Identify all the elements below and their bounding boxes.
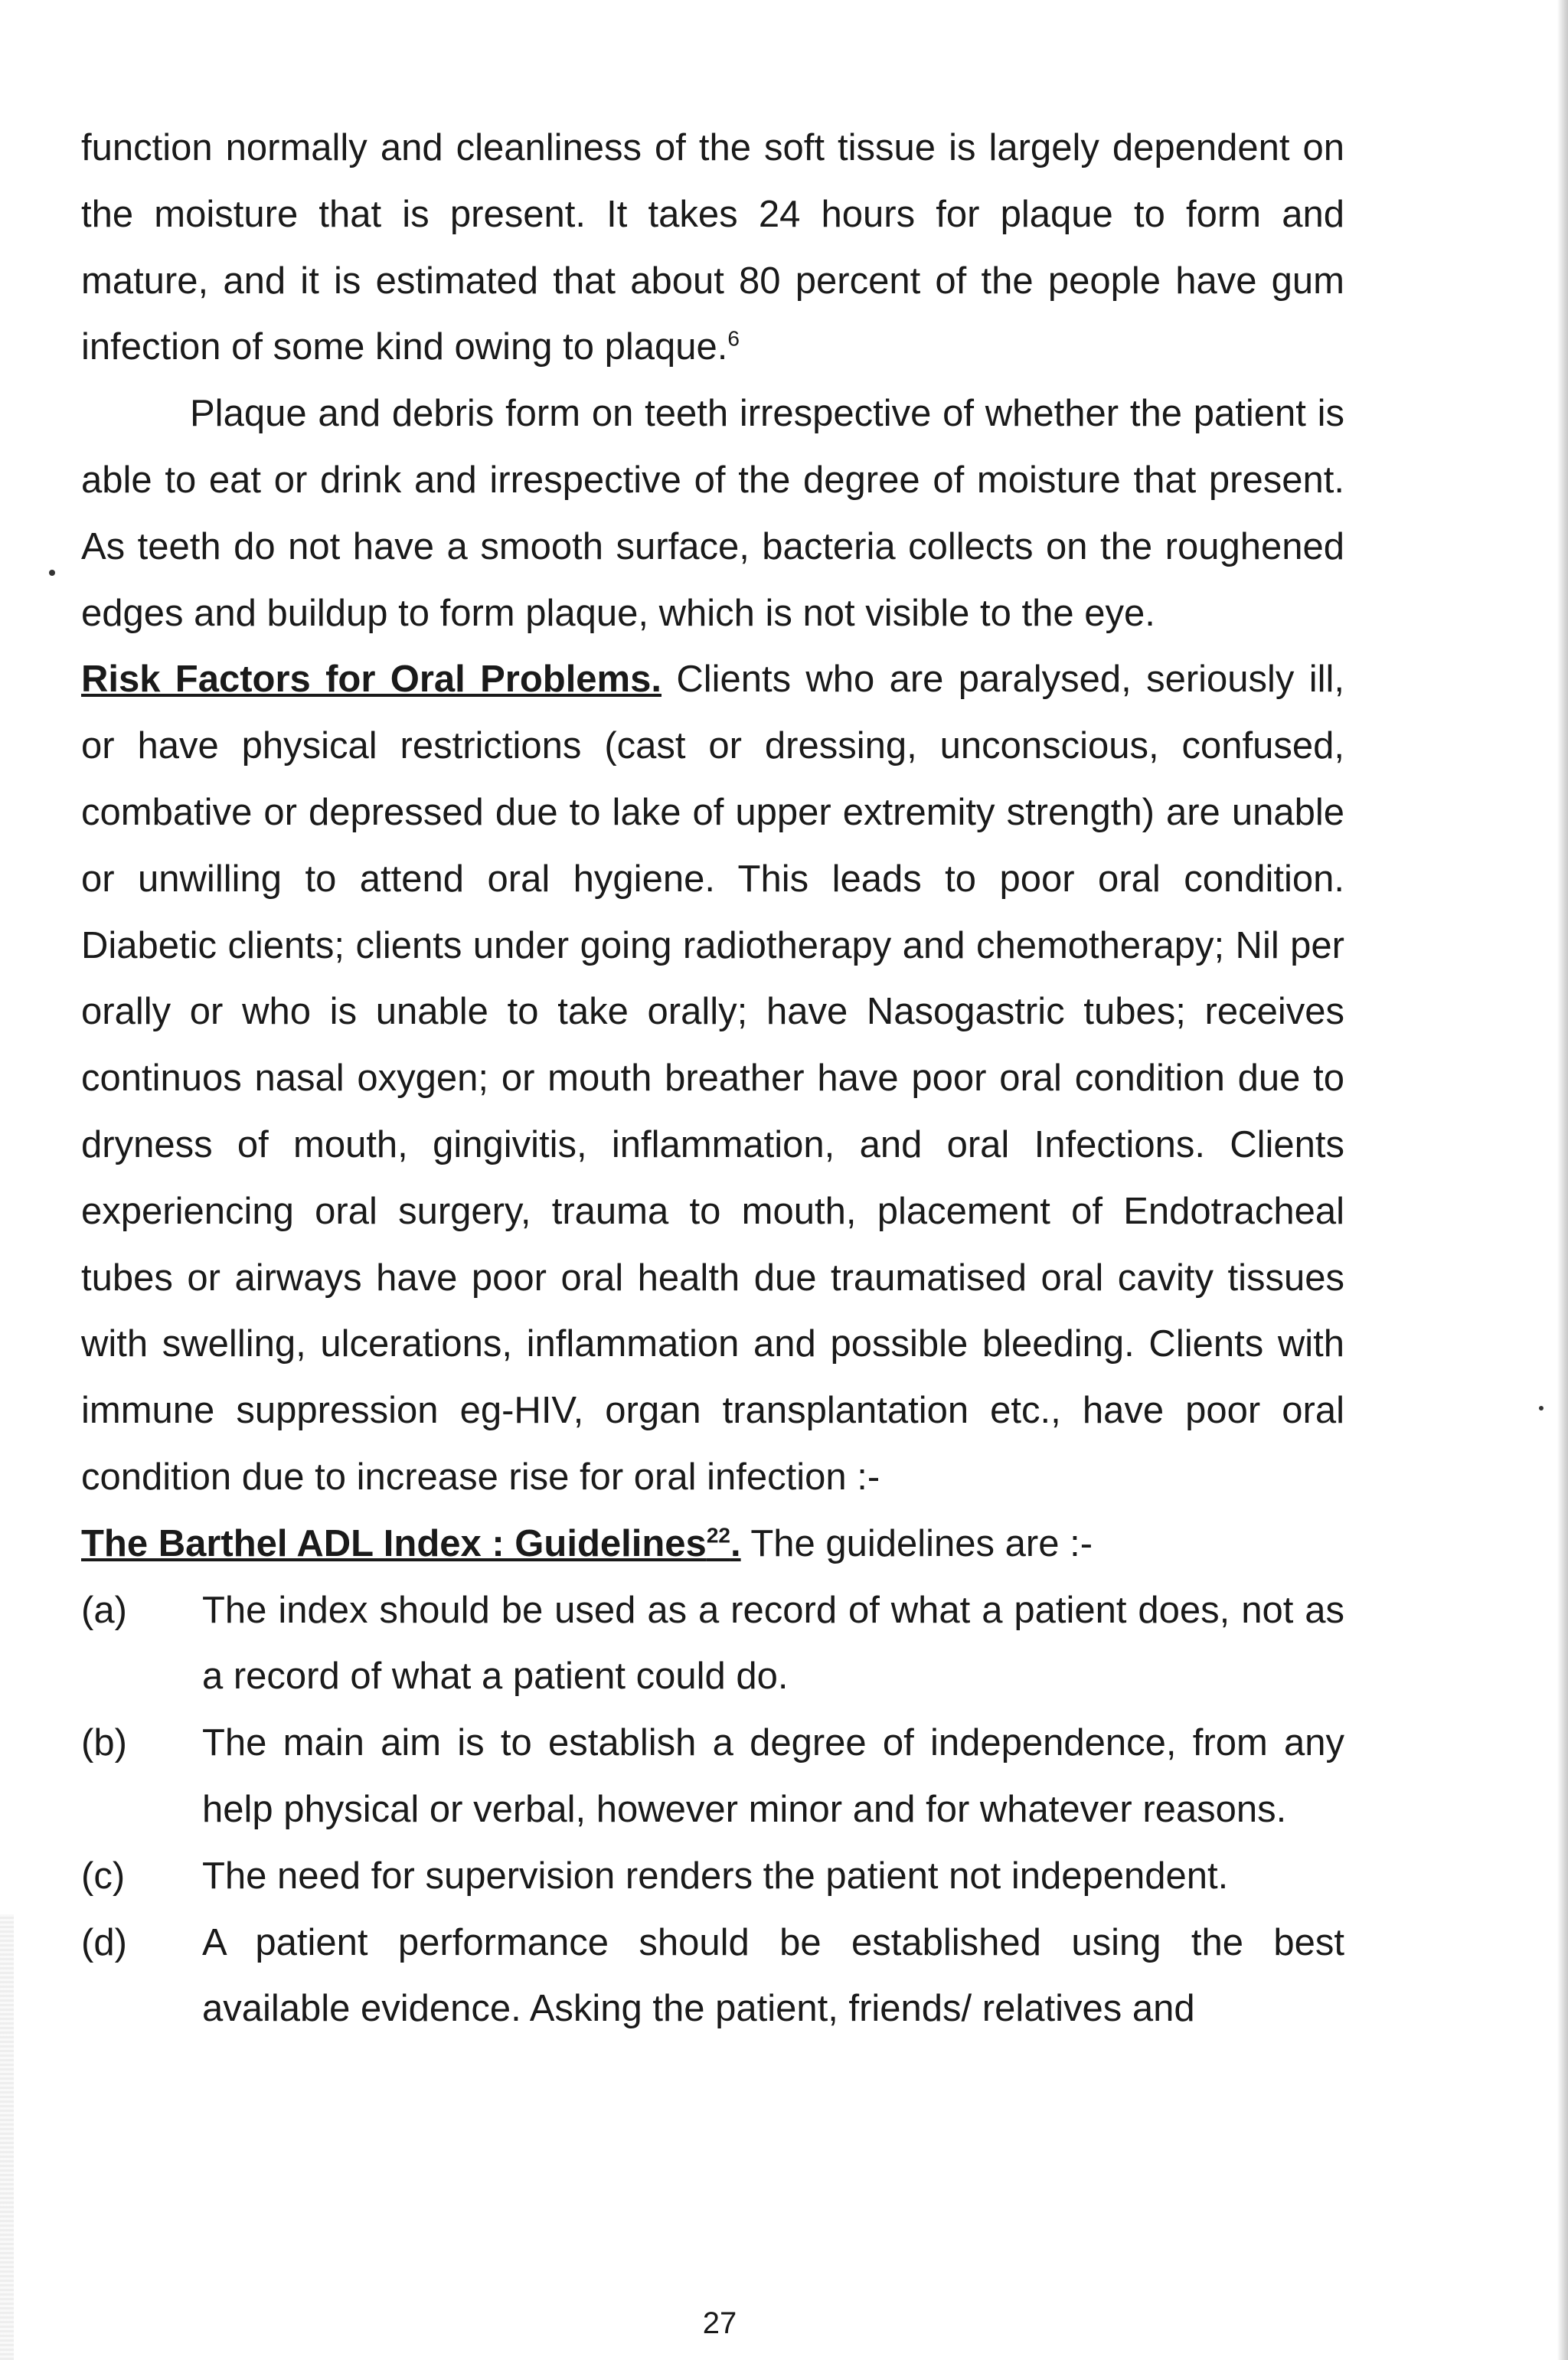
scan-edge-noise bbox=[0, 1914, 14, 2360]
list-item bbox=[81, 1910, 1344, 2043]
section-heading-risk-factors: Risk Factors for Oral Problems. bbox=[81, 659, 662, 701]
list-marker: (a) bbox=[81, 1589, 127, 1631]
list-item-text: The index should be used as a record of what a patient does, not as a record of what a patient could do. bbox=[202, 1589, 1344, 1698]
paragraph-plaque-formation bbox=[81, 115, 1344, 381]
page-edge-shadow bbox=[1557, 0, 1568, 2360]
heading-text: The Barthel ADL Index : Guidelines bbox=[81, 1522, 707, 1564]
reference-number: 6 bbox=[727, 327, 740, 351]
list-item-text: The need for supervision renders the patient not independent. bbox=[202, 1855, 1229, 1897]
scan-speck bbox=[49, 570, 55, 576]
list-marker: (d) bbox=[81, 1921, 127, 1963]
list-item-text: The main aim is to establish a degree of independence, from any help physical or verbal, however minor and for whatever reasons. bbox=[202, 1722, 1344, 1830]
paragraph-text: Clients who are paralysed, seriously ill, or have physical restrictions (cast or dressing, unconscious, confused, combative or depressed due to lake of upper extremity strength) are unable or unwilling to attend oral hygiene. This leads to poor oral condition. Diabetic clients; clients under going radiotherapy and chemotherapy; Nil per orally or who is unable to take orally; have Nasogastric tubes; receives continuos nasal oxygen; or mouth breather have poor oral condition due to dryness of mouth, gingivitis, inflammation, and oral Infections. Clients experiencing oral surgery, trauma to mouth, placement of Endotracheal tubes or airways have poor oral health due traumatised oral cavity tissues with swelling, ulcerations, inflammation and possible bleeding. Clients with immune suppression eg-HIV, organ transplantation etc., have poor oral condition due to increase rise for oral infection :- bbox=[81, 659, 1344, 1498]
paragraph-plaque-debris: Plaque and debris form on teeth irrespective of whether the patient is able to eat or drink and irrespective of the degree of moisture that present. As teeth do not have a smooth surface, bacteria collects on the roughened edges and buildup to form plaque, which is not visible to the eye. bbox=[81, 393, 1344, 634]
paragraph-risk-factors bbox=[81, 646, 1344, 1510]
reference-number: 22 bbox=[706, 1523, 730, 1548]
list-item-text: A patient performance should be established using the best available evidence. Asking the patient, friends/ relatives and bbox=[202, 1921, 1344, 2030]
list-marker: (b) bbox=[81, 1722, 127, 1764]
page-number: 27 bbox=[702, 2306, 737, 2340]
list-item bbox=[81, 1577, 1344, 1711]
list-item bbox=[81, 1710, 1344, 1843]
scan-speck bbox=[1539, 1406, 1544, 1410]
list-item bbox=[81, 1843, 1344, 1910]
list-marker: (c) bbox=[81, 1855, 126, 1897]
heading-period: . bbox=[730, 1522, 741, 1564]
body-text bbox=[81, 115, 1344, 2042]
paragraph-barthel-heading bbox=[81, 1511, 1344, 1577]
section-heading-barthel bbox=[81, 1523, 741, 1564]
paragraph-text: The guidelines are :- bbox=[750, 1522, 1093, 1564]
paragraph-text: function normally and cleanliness of the soft tissue is largely dependent on the moisture that is present. It takes 24 hours for plaque to form and mature, and it is estimated that about 80 percent of the people have gum infection of some kind owing to plaque. bbox=[81, 127, 1344, 368]
